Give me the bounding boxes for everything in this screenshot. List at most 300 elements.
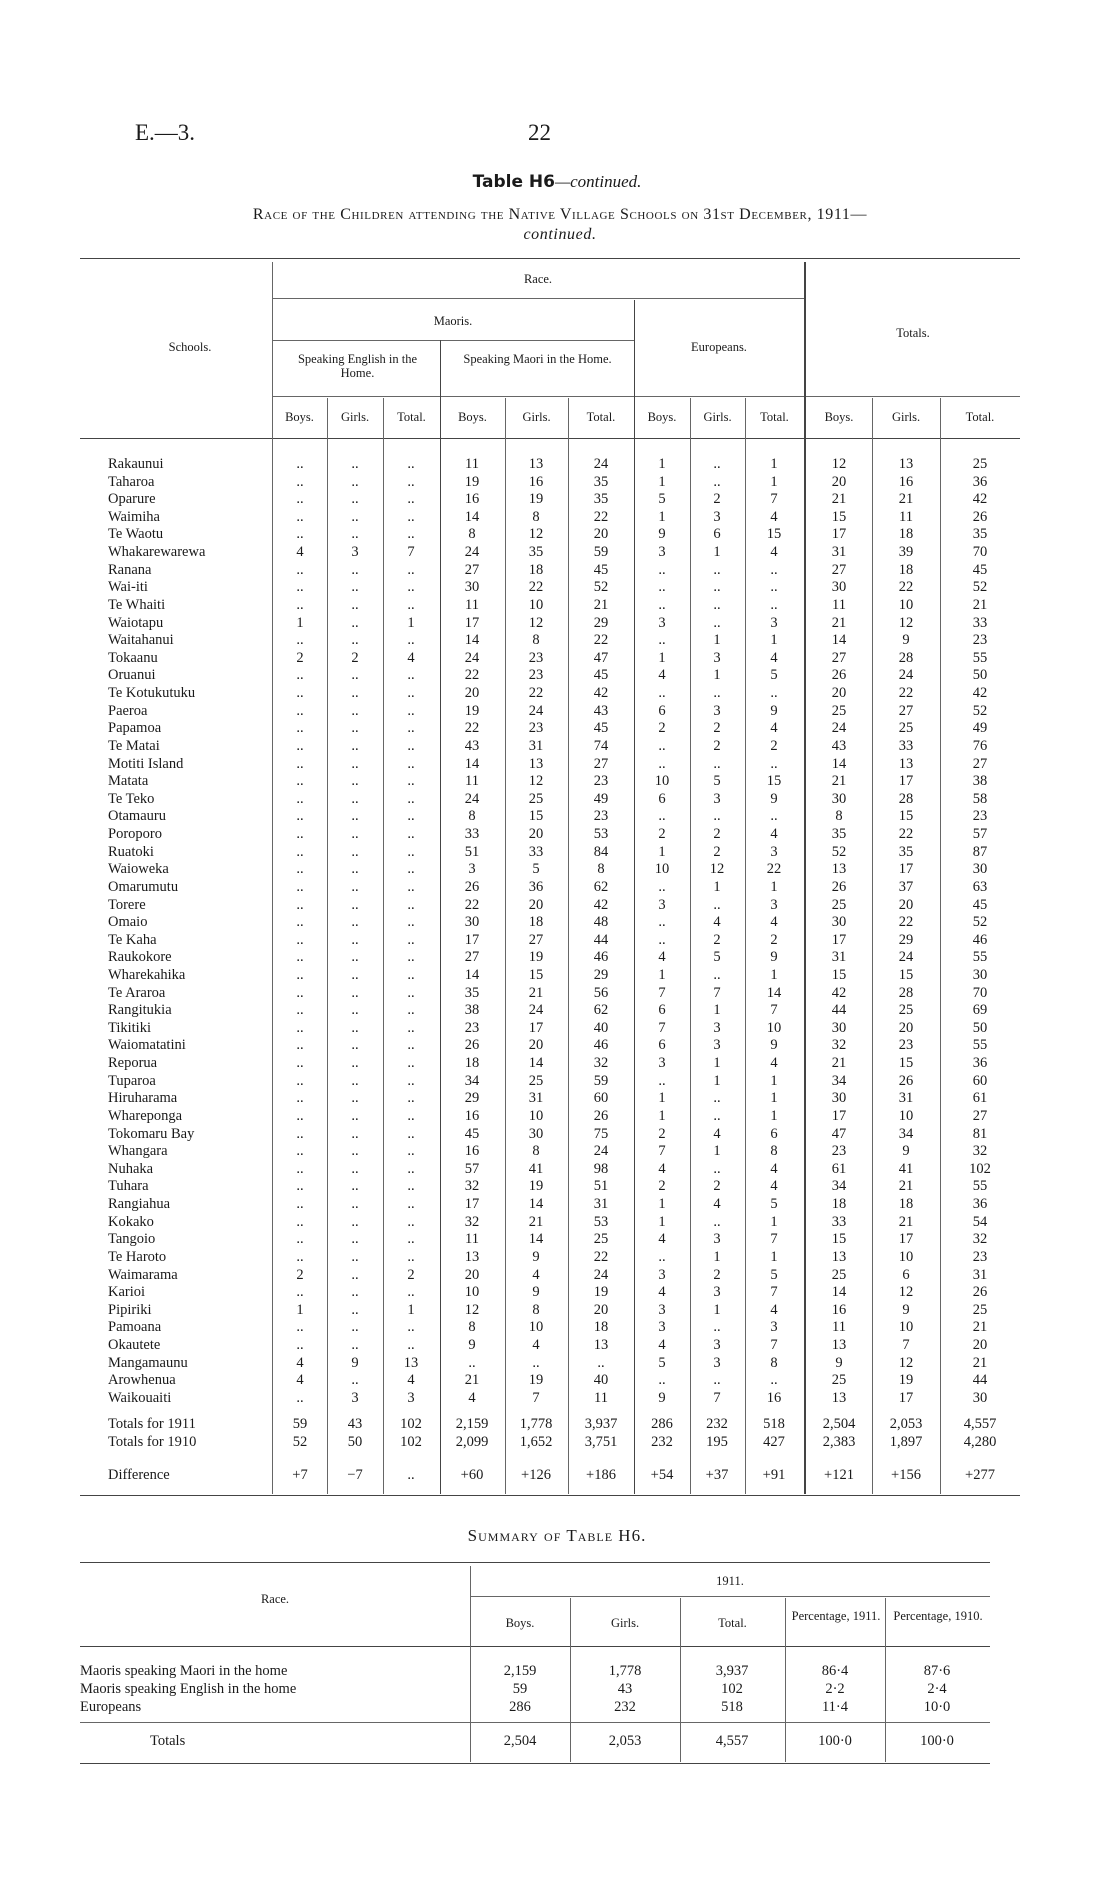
table-cell: 39 xyxy=(898,544,914,561)
table-cell: 9 xyxy=(902,1301,910,1318)
table-row xyxy=(108,703,1008,721)
table-cell: .. xyxy=(658,685,666,702)
table-cell: .. xyxy=(351,966,359,983)
table-cell: .. xyxy=(296,966,304,983)
table-cell: 27 xyxy=(528,931,544,948)
table-cell: 20 xyxy=(898,1019,914,1036)
table-cell: .. xyxy=(407,579,415,596)
col-header-girls: Girls. xyxy=(340,410,370,424)
table-cell: 14 xyxy=(464,966,480,983)
table-cell: 3 xyxy=(713,1354,721,1371)
table-cell: .. xyxy=(658,561,666,578)
table-cell: .. xyxy=(351,790,359,807)
table-cell: .. xyxy=(351,720,359,737)
table-cell: 14 xyxy=(528,1055,544,1072)
school-name: Otamauru xyxy=(108,808,166,825)
table-row xyxy=(108,1284,1008,1302)
school-name: Te Whaiti xyxy=(108,596,166,613)
table-cell: 16 xyxy=(766,1389,782,1406)
table-cell: 20 xyxy=(831,473,847,490)
table-cell: 14 xyxy=(528,1231,544,1248)
table-row xyxy=(108,1037,1008,1055)
table-cell: .. xyxy=(407,456,415,472)
table-cell: +91 xyxy=(762,1467,786,1483)
table-cell: 23 xyxy=(972,808,988,825)
school-name: Wharekahika xyxy=(108,966,186,983)
table-cell: 18 xyxy=(593,1319,609,1336)
table-subtitle-text: Race of the Children attending the Native Village Schools on 31st December, 1911— xyxy=(252,206,868,223)
table-cell: 38 xyxy=(972,773,988,790)
table-cell: 28 xyxy=(898,984,914,1001)
school-name: Waioweka xyxy=(108,861,169,878)
table-cell: .. xyxy=(296,561,304,578)
table-cell: 14 xyxy=(766,984,782,1001)
summary-cell: 1,778 xyxy=(608,1663,642,1679)
table-cell: 21 xyxy=(972,596,988,613)
summary-cell: 2,053 xyxy=(608,1733,642,1749)
difference-row xyxy=(108,1467,1008,1485)
table-cell: 34 xyxy=(831,1178,847,1195)
table-cell: 8 xyxy=(532,632,540,649)
table-cell: 3 xyxy=(713,1231,721,1248)
table-cell: 57 xyxy=(972,826,988,843)
table-cell: 43 xyxy=(831,737,847,754)
table-cell: .. xyxy=(770,561,778,578)
school-name: Tuparoa xyxy=(108,1072,156,1089)
table-cell: 7 xyxy=(532,1389,540,1406)
table-cell: .. xyxy=(351,896,359,913)
table-cell: 28 xyxy=(898,790,914,807)
table-cell: 20 xyxy=(593,1301,609,1318)
table-cell: .. xyxy=(296,878,304,895)
school-name: Reporua xyxy=(108,1055,158,1072)
table-cell: 46 xyxy=(593,949,609,966)
table-cell: .. xyxy=(407,720,415,737)
table-cell: 4 xyxy=(468,1389,476,1406)
table-cell: 52 xyxy=(972,702,988,719)
table-row xyxy=(108,791,1008,809)
school-name: Pipiriki xyxy=(108,1301,152,1318)
summary-rule-totals xyxy=(80,1722,990,1723)
table-cell: 1 xyxy=(713,1143,721,1160)
table-row xyxy=(108,1002,1008,1020)
school-name: Omaio xyxy=(108,914,148,931)
table-cell: 42 xyxy=(831,984,847,1001)
table-cell: 2 xyxy=(713,720,721,737)
table-row xyxy=(108,932,1008,950)
table-row xyxy=(108,1390,1008,1408)
table-cell: .. xyxy=(351,984,359,1001)
table-cell: 81 xyxy=(972,1125,988,1142)
table-cell: .. xyxy=(296,632,304,649)
table-cell: 17 xyxy=(898,1389,914,1406)
table-cell: .. xyxy=(296,1002,304,1019)
school-name: Waimiha xyxy=(108,508,160,525)
table-cell: 22 xyxy=(898,826,914,843)
table-cell: .. xyxy=(658,596,666,613)
summary-cell: 4,557 xyxy=(715,1733,749,1749)
table-cell: .. xyxy=(296,1019,304,1036)
table-cell: .. xyxy=(296,526,304,543)
table-cell: 2 xyxy=(658,826,666,843)
table-cell: 31 xyxy=(898,1090,914,1107)
table-cell: 41 xyxy=(898,1160,914,1177)
table-cell: .. xyxy=(770,755,778,772)
table-cell: .. xyxy=(351,1178,359,1195)
table-row xyxy=(108,491,1008,509)
table-cell: 518 xyxy=(763,1416,785,1432)
table-cell: 14 xyxy=(464,508,480,525)
school-name: Waimarama xyxy=(108,1266,178,1283)
table-cell: 2 xyxy=(713,737,721,754)
summary-cell: 102 xyxy=(721,1681,743,1697)
school-name: Waiotapu xyxy=(108,614,164,631)
school-name: Motiti Island xyxy=(108,755,184,772)
table-cell: 16 xyxy=(464,1107,480,1124)
table-cell: 45 xyxy=(972,561,988,578)
table-cell: 21 xyxy=(593,596,609,613)
table-cell: 27 xyxy=(972,755,988,772)
school-name: Waitahanui xyxy=(108,632,174,649)
table-cell: 19 xyxy=(528,1372,544,1389)
table-cell: .. xyxy=(407,1055,415,1072)
table-cell: 15 xyxy=(528,808,544,825)
table-cell: 286 xyxy=(651,1416,673,1432)
rule-top xyxy=(80,258,1020,259)
table-row xyxy=(108,1161,1008,1179)
table-cell: 24 xyxy=(593,1266,609,1283)
table-row xyxy=(108,1231,1008,1249)
table-cell: 45 xyxy=(593,667,609,684)
table-cell: 17 xyxy=(898,861,914,878)
table-row xyxy=(108,773,1008,791)
table-cell: 1 xyxy=(770,966,778,983)
table-cell: 11 xyxy=(899,508,913,525)
table-cell: 14 xyxy=(831,632,847,649)
table-cell: 10 xyxy=(528,1319,544,1336)
table-cell: .. xyxy=(407,632,415,649)
table-cell: 42 xyxy=(593,896,609,913)
table-cell: .. xyxy=(296,1143,304,1160)
table-cell: 53 xyxy=(593,826,609,843)
table-cell: 24 xyxy=(593,1143,609,1160)
table-cell: .. xyxy=(296,1125,304,1142)
table-cell: 4,280 xyxy=(963,1434,997,1450)
table-cell: 22 xyxy=(528,579,544,596)
table-row xyxy=(108,1073,1008,1091)
table-cell: 1 xyxy=(770,456,778,472)
table-cell: .. xyxy=(713,614,721,631)
table-cell: .. xyxy=(407,790,415,807)
totals-row xyxy=(108,1416,1008,1434)
table-cell: .. xyxy=(296,755,304,772)
table-cell: 22 xyxy=(593,632,609,649)
table-cell: 50 xyxy=(972,1019,988,1036)
table-cell: 1 xyxy=(770,473,778,490)
table-cell: 45 xyxy=(593,720,609,737)
table-cell: 20 xyxy=(464,1266,480,1283)
col-header-total: Total. xyxy=(586,410,616,424)
table-row xyxy=(108,738,1008,756)
table-cell: 10 xyxy=(898,596,914,613)
table-cell: .. xyxy=(351,702,359,719)
table-cell: 21 xyxy=(898,1178,914,1195)
table-cell: 40 xyxy=(593,1019,609,1036)
school-name: Tikitiki xyxy=(108,1019,151,1036)
table-cell: .. xyxy=(407,667,415,684)
table-cell: 1 xyxy=(713,1248,721,1265)
table-cell: .. xyxy=(296,508,304,525)
table-cell: 23 xyxy=(898,1037,914,1054)
table-cell: .. xyxy=(713,808,721,825)
table-cell: 22 xyxy=(464,720,480,737)
table-cell: 60 xyxy=(593,1090,609,1107)
summary-race: Europeans xyxy=(80,1699,142,1715)
table-cell: .. xyxy=(296,1213,304,1230)
summary-rule-bottom xyxy=(80,1763,990,1764)
table-cell: 23 xyxy=(528,667,544,684)
table-cell: 15 xyxy=(766,526,782,543)
table-cell: 61 xyxy=(972,1090,988,1107)
table-row xyxy=(108,879,1008,897)
table-cell: .. xyxy=(351,561,359,578)
school-name: Poroporo xyxy=(108,826,162,843)
table-cell: 13 xyxy=(831,1248,847,1265)
summary-race-label: Race. xyxy=(260,1592,290,1606)
table-cell: 1 xyxy=(296,1301,304,1318)
table-cell: 18 xyxy=(464,1055,480,1072)
table-cell: .. xyxy=(351,1002,359,1019)
table-cell: 7 xyxy=(407,544,415,561)
table-cell: 7 xyxy=(902,1337,910,1353)
table-cell: 19 xyxy=(528,949,544,966)
table-cell: 31 xyxy=(831,544,847,561)
table-cell: 1 xyxy=(407,1301,415,1318)
table-cell: .. xyxy=(407,843,415,860)
table-cell: 36 xyxy=(972,1055,988,1072)
table-cell: 4 xyxy=(770,720,778,737)
table-cell: .. xyxy=(407,1143,415,1160)
table-cell: 31 xyxy=(593,1196,609,1213)
col-header-boys: Boys. xyxy=(647,410,677,424)
table-cell: 2 xyxy=(713,1266,721,1283)
table-cell: .. xyxy=(407,755,415,772)
table-cell: 24 xyxy=(464,790,480,807)
col-header-total: Total. xyxy=(397,410,426,424)
table-cell: .. xyxy=(296,931,304,948)
table-cell: 22 xyxy=(593,508,609,525)
table-cell: 6 xyxy=(713,526,721,543)
table-cell: 25 xyxy=(898,720,914,737)
table-cell: 42 xyxy=(972,491,988,508)
summary-cell: 10·0 xyxy=(923,1699,951,1715)
school-name: Ruatoki xyxy=(108,843,154,860)
table-cell: 38 xyxy=(464,1002,480,1019)
school-name: Whakarewarewa xyxy=(108,544,206,561)
table-cell: 34 xyxy=(898,1125,914,1142)
table-row xyxy=(108,1372,1008,1390)
table-cell: 32 xyxy=(464,1178,480,1195)
table-cell: 4 xyxy=(770,914,778,931)
table-cell: .. xyxy=(351,491,359,508)
table-cell: .. xyxy=(407,808,415,825)
table-cell: 30 xyxy=(972,1389,988,1406)
table-cell: 55 xyxy=(972,649,988,666)
table-cell: 2 xyxy=(658,1178,666,1195)
table-cell: 4 xyxy=(770,826,778,843)
table-cell: 27 xyxy=(464,949,480,966)
table-cell: 50 xyxy=(347,1434,363,1450)
table-cell: 15 xyxy=(831,966,847,983)
summary-cell: 3,937 xyxy=(715,1663,749,1679)
table-cell: 74 xyxy=(593,737,609,754)
table-cell: 12 xyxy=(898,1284,914,1301)
table-cell: 4 xyxy=(658,1284,666,1301)
school-name: Tokaanu xyxy=(108,649,158,666)
table-cell: .. xyxy=(351,861,359,878)
col-header-girls: Girls. xyxy=(703,410,732,424)
table-cell: 4 xyxy=(770,508,778,525)
table-cell: 26 xyxy=(464,1037,480,1054)
table-cell: .. xyxy=(351,1143,359,1160)
table-cell: 98 xyxy=(593,1160,609,1177)
table-cell: 26 xyxy=(831,667,847,684)
table-cell: .. xyxy=(351,931,359,948)
table-cell: 7 xyxy=(770,1231,778,1248)
table-cell: 75 xyxy=(593,1125,609,1142)
table-cell: .. xyxy=(351,632,359,649)
table-cell: .. xyxy=(351,456,359,472)
table-cell: 69 xyxy=(972,1002,988,1019)
table-cell: .. xyxy=(658,808,666,825)
table-cell: .. xyxy=(407,1090,415,1107)
table-title-bold: Table H6 xyxy=(472,172,555,192)
table-cell: .. xyxy=(351,1337,359,1353)
summary-cell: 87·6 xyxy=(923,1663,951,1679)
table-cell: 45 xyxy=(972,896,988,913)
table-cell: 21 xyxy=(464,1372,480,1389)
table-cell: .. xyxy=(407,826,415,843)
table-cell: 4 xyxy=(713,1125,721,1142)
table-row xyxy=(108,949,1008,967)
table-cell: +186 xyxy=(586,1467,616,1483)
table-cell: 4 xyxy=(713,914,721,931)
table-cell: 13 xyxy=(831,1337,847,1353)
table-cell: .. xyxy=(407,1107,415,1124)
table-cell: 24 xyxy=(898,949,914,966)
table-cell: 35 xyxy=(972,526,988,543)
school-name: Tangoio xyxy=(108,1231,156,1248)
table-cell: 19 xyxy=(528,1178,544,1195)
table-cell: 27 xyxy=(972,1107,988,1124)
table-cell: .. xyxy=(658,1072,666,1089)
table-row xyxy=(108,1090,1008,1108)
table-cell: 3 xyxy=(658,896,666,913)
table-cell: 3 xyxy=(713,702,721,719)
table-cell: 2 xyxy=(770,931,778,948)
table-cell: .. xyxy=(658,632,666,649)
school-name: Rangiahua xyxy=(108,1196,171,1213)
table-cell: 22 xyxy=(464,667,480,684)
table-cell: 15 xyxy=(766,773,782,790)
table-cell: 25 xyxy=(593,1231,609,1248)
table-cell: 427 xyxy=(763,1434,785,1450)
table-cell: 7 xyxy=(770,1284,778,1301)
table-cell: 22 xyxy=(593,1248,609,1265)
table-cell: 2,053 xyxy=(889,1416,923,1432)
table-cell: 52 xyxy=(972,914,988,931)
table-cell: 232 xyxy=(651,1434,673,1450)
table-cell: 16 xyxy=(528,473,544,490)
table-cell: 13 xyxy=(528,456,544,472)
table-row xyxy=(108,756,1008,774)
table-cell: 1 xyxy=(296,614,304,631)
table-cell: 9 xyxy=(902,632,910,649)
table-cell: 14 xyxy=(464,632,480,649)
table-cell: .. xyxy=(351,1319,359,1336)
table-cell: 18 xyxy=(528,914,544,931)
table-cell: 26 xyxy=(464,878,480,895)
table-cell: .. xyxy=(351,1248,359,1265)
col-header-speak-maori: Speaking Maori in the Home. xyxy=(463,352,612,366)
table-row xyxy=(108,826,1008,844)
table-row xyxy=(108,456,1008,474)
table-cell: .. xyxy=(296,667,304,684)
table-cell: 1 xyxy=(770,1072,778,1089)
table-cell: 70 xyxy=(972,984,988,1001)
table-cell: 4 xyxy=(296,1354,304,1371)
table-cell: 8 xyxy=(597,861,605,878)
col-header-boys: Boys. xyxy=(285,410,314,424)
school-name: Tokomaru Bay xyxy=(108,1125,195,1142)
table-cell: 12 xyxy=(898,1354,914,1371)
summary-rule-header xyxy=(80,1646,990,1647)
rule-under-groups xyxy=(272,396,1020,397)
table-cell: 14 xyxy=(831,1284,847,1301)
table-cell: 61 xyxy=(831,1160,847,1177)
table-cell: 52 xyxy=(972,579,988,596)
table-cell: +60 xyxy=(460,1467,484,1483)
table-cell: 17 xyxy=(464,614,480,631)
table-row xyxy=(108,615,1008,633)
table-cell: 8 xyxy=(532,508,540,525)
table-cell: .. xyxy=(407,896,415,913)
table-cell: 31 xyxy=(972,1266,988,1283)
table-cell: 3 xyxy=(713,790,721,807)
table-cell: 25 xyxy=(528,790,544,807)
table-cell: 1,652 xyxy=(519,1434,553,1450)
table-cell: 9 xyxy=(658,1389,666,1406)
table-cell: 15 xyxy=(831,508,847,525)
table-cell: .. xyxy=(296,914,304,931)
table-cell: 2 xyxy=(658,1125,666,1142)
col-header-maoris: Maoris. xyxy=(433,314,473,328)
table-cell: .. xyxy=(296,737,304,754)
table-cell: .. xyxy=(407,596,415,613)
table-cell: 25 xyxy=(898,1002,914,1019)
table-cell: 1 xyxy=(770,1213,778,1230)
table-cell: 1 xyxy=(658,1090,666,1107)
table-cell: 25 xyxy=(528,1072,544,1089)
school-name: Totals for 1911 xyxy=(108,1416,196,1432)
table-cell: .. xyxy=(713,579,721,596)
table-cell: 55 xyxy=(972,949,988,966)
table-cell: 19 xyxy=(464,473,480,490)
table-cell: .. xyxy=(407,931,415,948)
table-cell: .. xyxy=(407,1002,415,1019)
table-cell: 56 xyxy=(593,984,609,1001)
table-row xyxy=(108,667,1008,685)
